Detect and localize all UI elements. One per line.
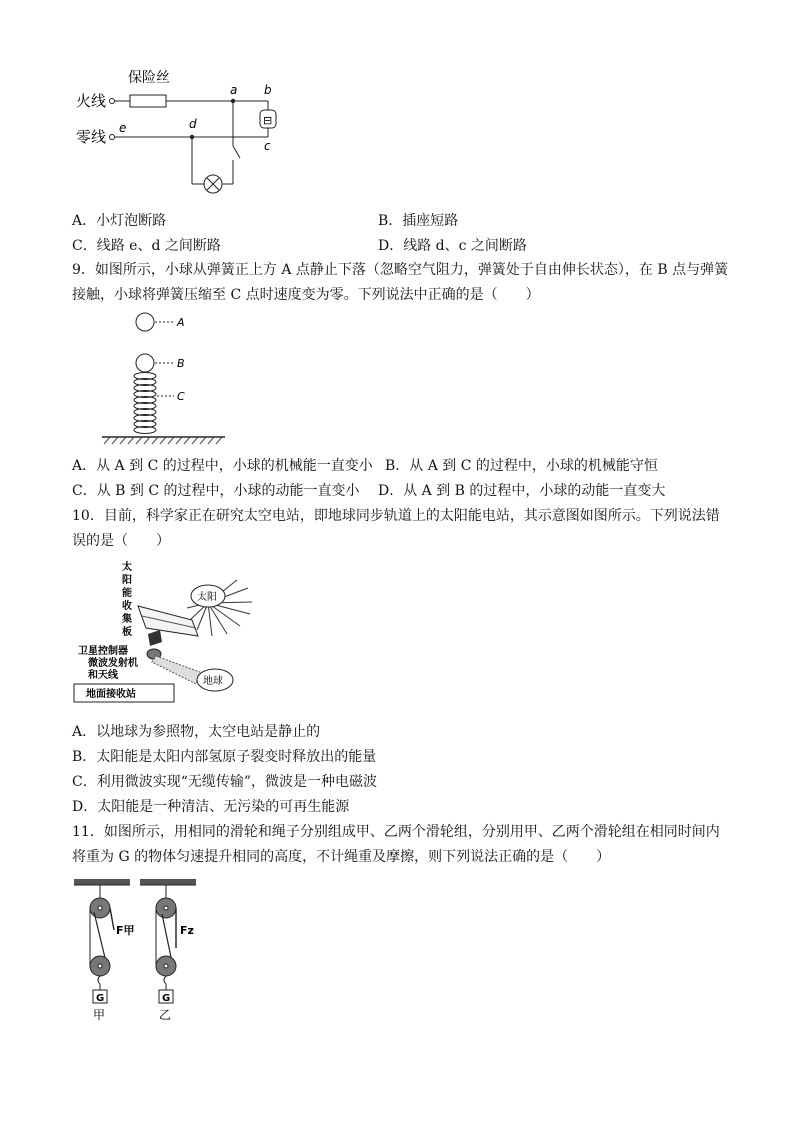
ground-hatch — [104, 437, 222, 444]
ball-at-b — [136, 354, 154, 372]
spring-coil — [134, 373, 156, 434]
microwave-beam — [152, 656, 200, 684]
fuse-label: 保险丝 — [128, 70, 170, 86]
switch-symbol — [233, 146, 240, 158]
q10-stem-line1: 10．目前，科学家正在研究太空电站，即地球同步轨道上的太阳能电站，其示意图如图所示。下列说法错 — [72, 508, 720, 524]
q9-stem-line1: 9．如图所示，小球从弹簧正上方 A 点静止下落（忽略空气阻力，弹簧处于自由伸长状态），在 B 点与弹簧 — [72, 262, 729, 278]
svg-text:G: G — [162, 993, 171, 1004]
neutral-terminal — [110, 135, 115, 140]
satellite-label-3: 和天线 — [88, 670, 118, 681]
label-yi: 乙 — [159, 1008, 172, 1022]
q10-option-d: D．太阳能是一种清洁、无污染的可再生能源 — [72, 799, 350, 815]
q8-option-a: A．小灯泡断路 — [72, 213, 167, 229]
sun-label: 太阳 — [197, 592, 217, 603]
force-jia-label: F甲 — [116, 924, 135, 937]
point-b-label: b — [264, 83, 272, 97]
point-a-label: A — [177, 316, 185, 329]
svg-text:⊟: ⊟ — [263, 114, 273, 127]
ceiling-yi — [140, 879, 196, 885]
q11-stem-line2: 将重为 G 的物体匀速提升相同的高度，不计绳重及摩擦，则下列说法正确的是（ ） — [72, 849, 611, 865]
panel-vertical-label — [122, 560, 132, 638]
q9-stem-line2: 接触，小球将弹簧压缩至 C 点时速度变为零。下列说法中正确的是（ ） — [72, 287, 540, 303]
live-wire-label: 火线 — [76, 92, 107, 110]
label-jia: 甲 — [93, 1008, 106, 1022]
q11-stem-line1: 11．如图所示，用相同的滑轮和绳子分别组成甲、乙两个滑轮组，分别用甲、乙两个滑轮组在相同时间内 — [72, 824, 720, 840]
q9-option-d: D．从 A 到 B 的过程中，小球的动能一直变大 — [378, 483, 666, 499]
q9-option-c: C．从 B 到 C 的过程中，小球的动能一直变小 — [72, 483, 360, 499]
q11-pulley-figure — [72, 876, 222, 1026]
svg-text:能: 能 — [122, 588, 132, 599]
q10-option-b: B．太阳能是太阳内部氢原子裂变时释放出的能量 — [72, 749, 377, 765]
fuse-symbol — [130, 95, 166, 107]
q10-space-station-figure — [72, 558, 262, 708]
point-a-label: a — [230, 83, 238, 97]
q8-option-c: C．线路 e、d 之间断路 — [72, 238, 221, 254]
q10-option-a: A．以地球为参照物，太空电站是静止的 — [72, 724, 321, 740]
q9-spring-figure — [100, 306, 235, 448]
point-b-label: B — [177, 357, 185, 370]
point-c-label: C — [177, 390, 185, 403]
point-e-label: e — [119, 121, 127, 135]
svg-text:板: 板 — [122, 627, 132, 638]
svg-text:太: 太 — [122, 562, 132, 573]
pulley-system-yi — [156, 885, 176, 990]
q9-option-a: A．从 A 到 C 的过程中，小球的机械能一直变小 — [72, 458, 373, 474]
q10-stem-line2: 误的是（ ） — [72, 533, 170, 549]
point-d-label: d — [189, 117, 197, 131]
q9-option-b: B．从 A 到 C 的过程中，小球的机械能守恒 — [385, 458, 658, 474]
ball-at-a — [136, 313, 154, 331]
satellite-label-1: 卫星控制器 — [78, 646, 128, 657]
q10-option-c: C．利用微波实现“无缆传输”，微波是一种电磁波 — [72, 774, 378, 790]
point-c-label: c — [264, 139, 271, 153]
svg-text:阳: 阳 — [122, 575, 132, 586]
satellite-label-2: 微波发射机 — [88, 658, 138, 669]
neutral-wire-label: 零线 — [76, 128, 107, 146]
svg-text:集: 集 — [122, 614, 132, 625]
earth-label: 地球 — [203, 676, 223, 687]
ceiling-jia — [74, 879, 130, 885]
q8-circuit-figure — [72, 66, 312, 200]
satellite-controller-icon — [148, 630, 162, 646]
svg-text:G: G — [96, 993, 105, 1004]
live-terminal — [110, 99, 115, 104]
q8-option-b: B．插座短路 — [378, 213, 459, 229]
solar-panel — [138, 606, 198, 636]
pulley-system-jia — [90, 885, 114, 990]
svg-text:收: 收 — [122, 601, 132, 612]
force-yi-label: Fz — [180, 924, 194, 937]
ground-station-label: 地面接收站 — [86, 689, 136, 700]
q8-option-d: D．线路 d、c 之间断路 — [378, 238, 527, 254]
